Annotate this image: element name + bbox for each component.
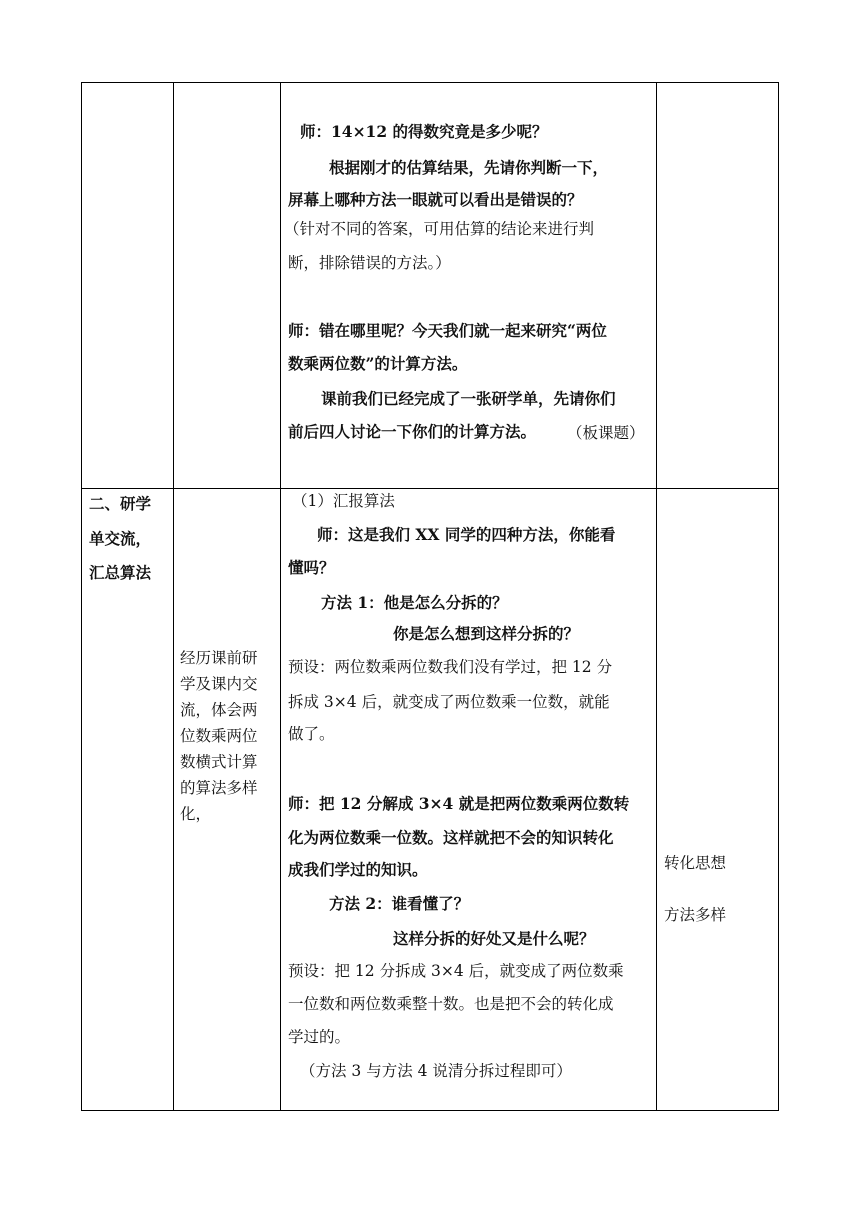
row1-text-line: 师：14×12 的得数究竟是多少呢？: [300, 122, 548, 141]
row2-notes-cell: [656, 488, 779, 1111]
row2-text-line: 这样分拆的好处又是什么呢？: [393, 929, 595, 948]
row2-text-line: 一位数和两位数乘整十数。也是把不会的转化成: [288, 995, 614, 1013]
row2-text-line: （1）汇报算法: [292, 492, 395, 510]
row2-goal-line: 化，: [180, 805, 212, 823]
row1-goal-cell: [173, 82, 281, 489]
row2-text-line: 成我们学过的知识。: [288, 860, 428, 879]
row2-text-line: 预设：两位数乘两位数我们没有学过，把 12 分: [288, 658, 613, 676]
row2-goal-line: 经历课前研: [180, 649, 258, 667]
row1-text-line: 师：错在哪里呢？今天我们就一起来研究“两位: [288, 321, 607, 340]
row2-text-line: 师：这是我们 XX 同学的四种方法，你能看: [317, 525, 616, 544]
row2-goal-line: 学及课内交: [180, 675, 258, 693]
row1-text-line: 根据刚才的估算结果，先请你判断一下，: [329, 158, 609, 177]
row2-text-line: 你是怎么想到这样分拆的？: [393, 624, 580, 643]
row2-stage-line: 单交流，: [89, 529, 152, 548]
row1-text-line: 数乘两位数”的计算方法。: [288, 354, 468, 373]
row2-stage-line: 汇总算法: [89, 563, 152, 582]
row2-text-line: 做了。: [288, 725, 335, 743]
row1-stage-cell: [81, 82, 174, 489]
row1-text-line: 断，排除错误的方法。）: [288, 254, 451, 272]
row1-text-line: 前后四人讨论一下你们的计算方法。: [288, 422, 537, 441]
row2-text-line: 懂吗？: [288, 558, 335, 577]
row2-goal-line: 数横式计算: [180, 753, 258, 771]
row2-goal-cell: [173, 488, 281, 1111]
row2-goal-line: 的算法多样: [180, 779, 258, 797]
row2-text-line: 师：把 12 分解成 3×4 就是把两位数乘两位数转: [288, 794, 630, 813]
row2-note-line: 转化思想: [664, 854, 727, 872]
row1-notes-cell: [656, 82, 779, 489]
row2-text-line: 化为两位数乘一位数。这样就把不会的知识转化: [288, 828, 614, 847]
row1-text-line: （针对不同的答案，可用估算的结论来进行判: [284, 220, 595, 238]
row2-stage-line: 二、研学: [89, 494, 152, 513]
row2-text-line: 方法 2：谁看懂了？: [329, 894, 470, 913]
row2-text-line: （方法 3 与方法 4 说清分拆过程即可）: [300, 1062, 572, 1080]
row1-text-line: 课前我们已经完成了一张研学单，先请你们: [321, 389, 616, 408]
row2-text-line: 拆成 3×4 后，就变成了两位数乘一位数，就能: [288, 693, 610, 711]
row1-text-line: （板课题）: [567, 424, 645, 442]
row2-text-line: 预设：把 12 分拆成 3×4 后，就变成了两位数乘: [288, 962, 624, 980]
row2-text-line: 方法 1：他是怎么分拆的？: [321, 593, 508, 612]
row1-text-line: 屏幕上哪种方法一眼就可以看出是错误的？: [288, 190, 583, 209]
row2-goal-line: 流，体会两: [180, 701, 258, 719]
row2-note-line: 方法多样: [664, 906, 727, 924]
row2-text-line: 学过的。: [288, 1028, 351, 1046]
row2-goal-line: 位数乘两位: [180, 727, 258, 745]
